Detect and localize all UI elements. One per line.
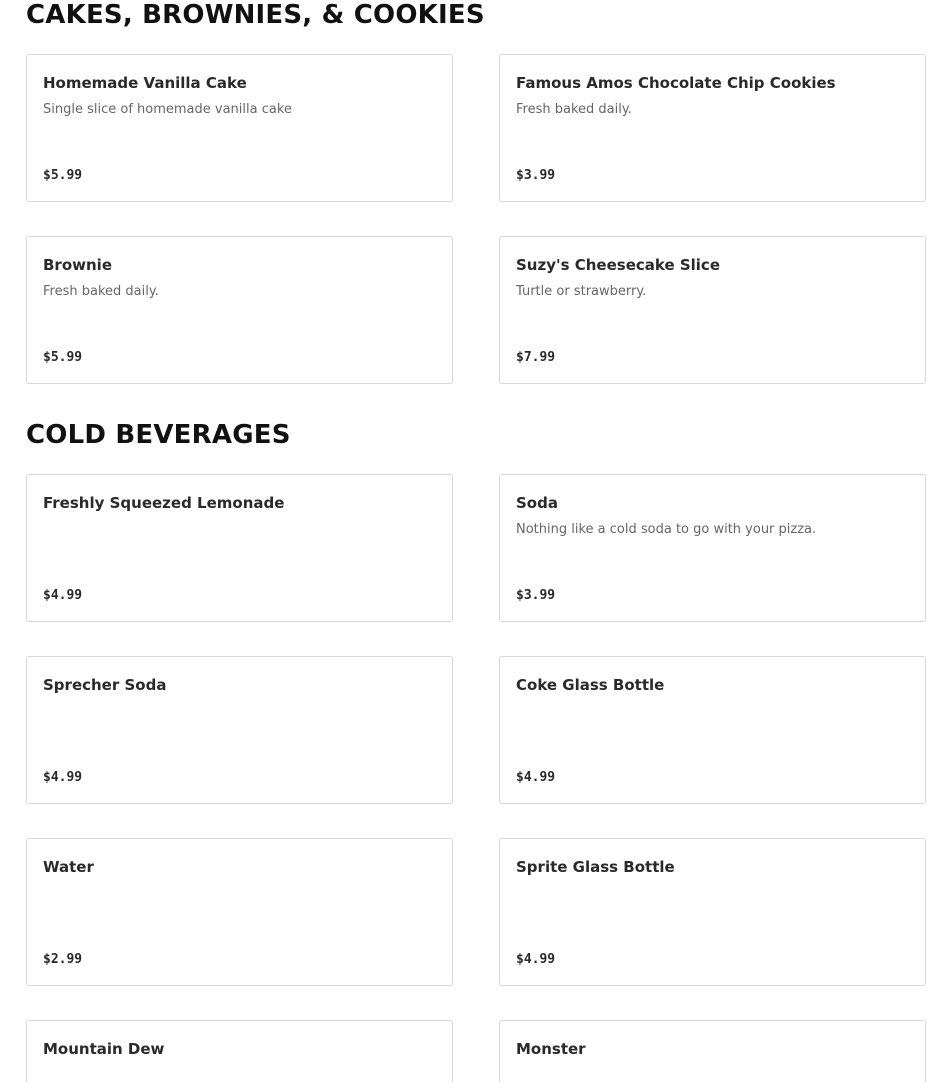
menu-item-card[interactable] [26, 656, 453, 804]
menu-item-card[interactable] [26, 54, 453, 202]
item-price: $5.99 [43, 168, 83, 183]
menu-item-card[interactable] [26, 838, 453, 986]
item-name: Famous Amos Chocolate Chip Cookies [516, 74, 836, 92]
item-name: Soda [516, 494, 558, 512]
item-name: Homemade Vanilla Cake [43, 74, 247, 92]
menu-item-card[interactable] [499, 474, 926, 622]
menu-item-card[interactable] [26, 474, 453, 622]
menu-item-card[interactable] [499, 236, 926, 384]
menu-item-card[interactable] [499, 838, 926, 986]
section-title: CAKES, BROWNIES, & COOKIES [26, 0, 485, 30]
menu-item-card[interactable] [26, 236, 453, 384]
item-price: $3.99 [516, 588, 556, 603]
item-price: $4.99 [43, 770, 83, 785]
section-title: COLD BEVERAGES [26, 420, 291, 450]
item-name: Sprecher Soda [43, 676, 167, 694]
item-price: $3.99 [516, 168, 556, 183]
menu-item-card[interactable] [499, 54, 926, 202]
item-price: $4.99 [516, 770, 556, 785]
item-name: Monster [516, 1040, 586, 1058]
item-price: $4.99 [516, 952, 556, 967]
item-description: Nothing like a cold soda to go with your pizza. [516, 522, 817, 537]
item-name: Brownie [43, 256, 112, 274]
item-description: Fresh baked daily. [516, 102, 632, 117]
item-price: $7.99 [516, 350, 556, 365]
item-description: Single slice of homemade vanilla cake [43, 102, 292, 117]
item-name: Water [43, 858, 94, 876]
menu-item-card[interactable] [499, 656, 926, 804]
item-price: $2.99 [43, 952, 83, 967]
item-name: Mountain Dew [43, 1040, 165, 1058]
item-description: Turtle or strawberry. [516, 284, 647, 299]
item-description: Fresh baked daily. [43, 284, 159, 299]
item-name: Sprite Glass Bottle [516, 858, 675, 876]
item-price: $5.99 [43, 350, 83, 365]
menu-item-card[interactable] [26, 1020, 453, 1082]
item-name: Suzy's Cheesecake Slice [516, 256, 721, 274]
item-name: Coke Glass Bottle [516, 676, 665, 694]
menu-item-card[interactable] [499, 1020, 926, 1082]
item-price: $4.99 [43, 588, 83, 603]
item-name: Freshly Squeezed Lemonade [43, 494, 285, 512]
